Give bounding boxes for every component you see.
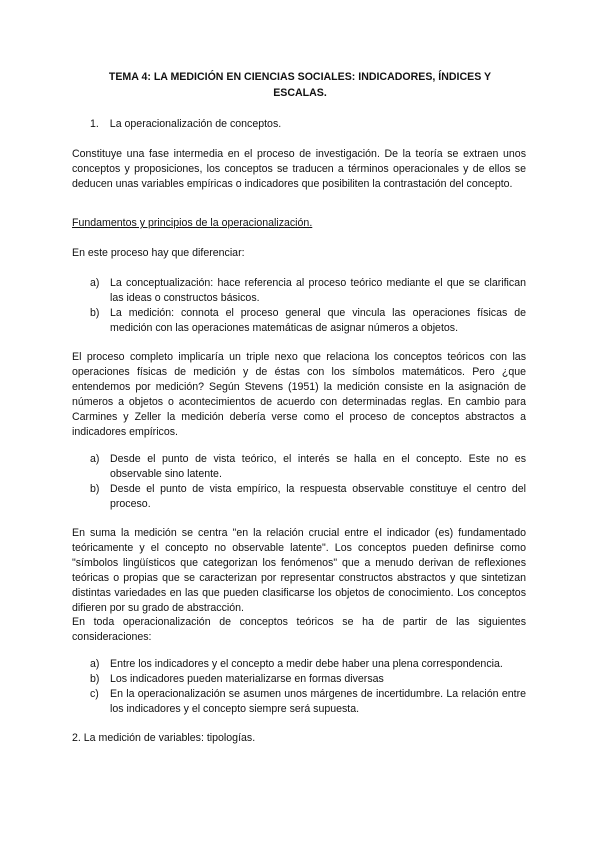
list-item	[90, 672, 526, 687]
list-puntos-de-vista	[90, 452, 526, 512]
list-item-text: La conceptualización: hace referencia al proceso teórico mediante el que se clarifican las ideas o constructos básicos.	[110, 277, 526, 304]
list-conceptualizacion	[90, 276, 526, 336]
paragraph-1: Constituye una fase intermedia en el proceso de investigación. De la teoría se extraen unos conceptos y proposiciones, los conceptos se traducen a términos operacionales y de ellos se deducen unas variables empíricas o indicadores que posibiliten la contrastación del concepto.	[72, 148, 526, 190]
list-item-text: Los indicadores pueden materializarse en formas diversas	[110, 673, 384, 685]
list-item-text: La medición: connota el proceso general que vincula las operaciones físicas de medición con las operaciones matemáticas de asignar números a objetos.	[110, 307, 526, 334]
document-title: TEMA 4: LA MEDICIÓN EN CIENCIAS SOCIALES: INDICADORES, ÍNDICES Y ESCALAS.	[108, 71, 492, 99]
section-2-heading: 2. La medición de variables: tipologías.	[72, 732, 256, 744]
list-marker: b)	[90, 307, 100, 319]
section-1-heading	[90, 117, 544, 132]
list-item-text: Desde el punto de vista teórico, el interés se halla en el concepto. Este no es observable sino latente.	[110, 453, 526, 480]
list-item-text: En la operacionalización se asumen unos márgenes de incertidumbre. La relación entre los indicadores y el concepto siempre será supuesta.	[110, 688, 526, 715]
paragraph-3: El proceso completo implicaría un triple nexo que relaciona los conceptos teóricos con las operaciones físicas de medición y de éstas con los símbolos matemáticos. Pero ¿que entendemos por medición? Según Stevens (1951) la medición consiste en la asignación de números a objetos o acontecimientos de acuerdo con determinadas reglas. En cambio para Carmines y Zeller la medición debería verse como el proceso de conceptos abstractos a indicadores empíricos.	[72, 351, 526, 438]
list-marker: c)	[90, 688, 99, 700]
paragraph-4: En suma la medición se centra "en la relación crucial entre el indicador (es) fundamentado teóricamente y el concepto no observable latente". Los conceptos pueden definirse como "símbolos lingüísticos que categorizan los fenómenos" que a menudo derivan de reflexiones teóricas o propias que se caracterizan por representar constructos abstractos y que sintetizan distintas variedades en las que pueden clasificarse los objetos de conocimiento. Los conceptos difieren por su grado de abstracción.	[72, 527, 526, 614]
list-item	[90, 657, 526, 672]
section-1-number: 1.	[90, 118, 99, 130]
list-marker: a)	[90, 277, 100, 289]
list-item-text: Entre los indicadores y el concepto a medir debe haber una plena correspondencia.	[110, 658, 503, 670]
list-marker: a)	[90, 453, 100, 465]
subheading-fundamentos: Fundamentos y principios de la operacionalización.	[72, 217, 313, 229]
list-marker: b)	[90, 483, 100, 495]
list-item	[90, 452, 526, 482]
section-1-title: La operacionalización de conceptos.	[109, 118, 282, 130]
list-item-text: Desde el punto de vista empírico, la respuesta observable constituye el centro del proceso.	[110, 483, 526, 510]
list-consideraciones	[90, 657, 526, 717]
list-item	[90, 482, 526, 512]
list-item	[90, 687, 526, 717]
list-marker: b)	[90, 673, 100, 685]
list-item	[90, 276, 526, 306]
paragraph-2: En este proceso hay que diferenciar:	[72, 247, 245, 259]
list-marker: a)	[90, 658, 100, 670]
paragraph-5: En toda operacionalización de conceptos teóricos se ha de partir de las siguientes consideraciones:	[72, 616, 526, 643]
list-item	[90, 306, 526, 336]
